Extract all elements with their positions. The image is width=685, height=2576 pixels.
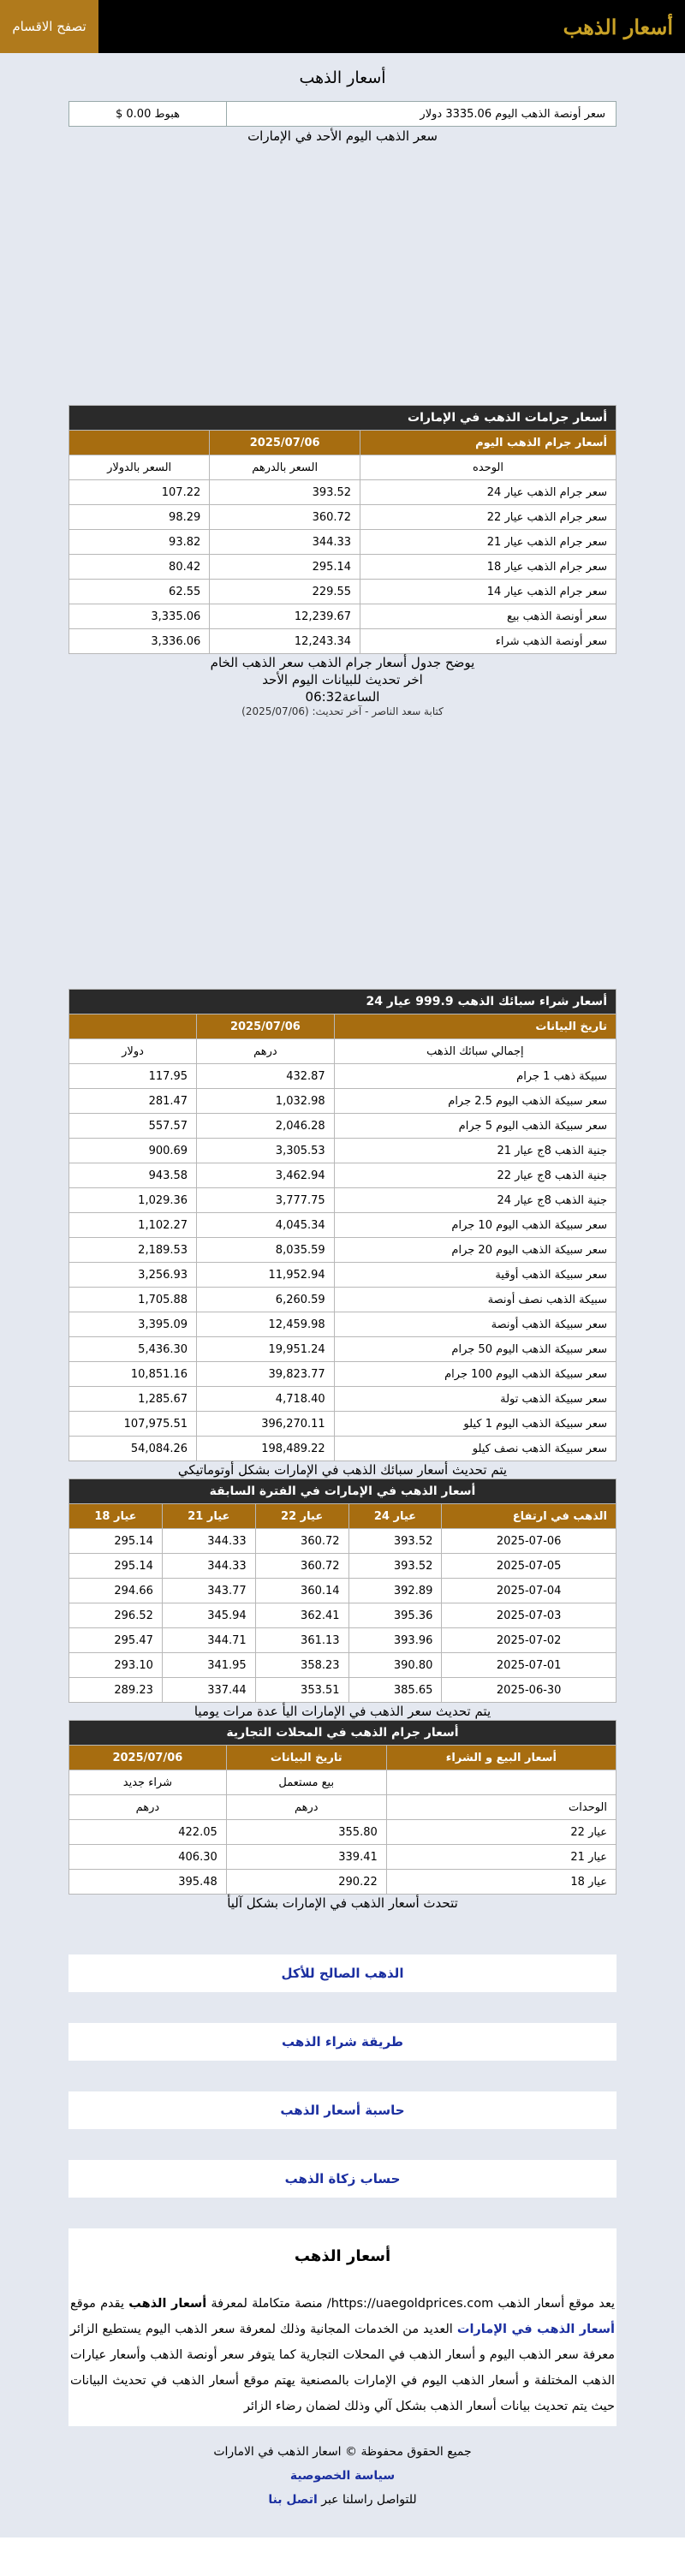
table-date: 2025/07/06 [197, 1014, 335, 1039]
table-row: سعر سبيكة الذهب اليوم 2.5 جرام 1,032.98 281.47 [69, 1089, 616, 1114]
table-caption: أسعار الذهب في الإمارات في الفترة السابقة [69, 1479, 616, 1504]
table-row: سعر سبيكة الذهب أونصة 12,459.98 3,395.09 [69, 1312, 616, 1337]
today-subtitle: سعر الذهب اليوم الأحد في الإمارات [247, 128, 438, 144]
col-usd: دولار [69, 1039, 197, 1064]
table-header-label: أسعار جرام الذهب اليوم [360, 431, 616, 455]
privacy-policy-link[interactable]: سياسة الخصوصية [289, 2469, 396, 2483]
table-row: 2025-07-02 393.96 361.13 344.71 295.47 [69, 1628, 616, 1653]
table-row: سعر سبيكة الذهب تولة 4,718.40 1,285.67 [69, 1387, 616, 1412]
footer-contact: للتواصل راسلنا عبر اتصل بنا [268, 2493, 417, 2507]
table-row: سعر جرام الذهب عيار 21 344.33 93.82 [69, 530, 616, 555]
table-row: 2025-07-03 395.36 362.41 345.94 296.52 [69, 1603, 616, 1628]
ad-space [0, 717, 685, 989]
browse-sections-button[interactable]: تصفح الاقسام [0, 0, 98, 53]
units-header: الوحدات [386, 1795, 616, 1820]
table-row: سبيكة ذهب 1 جرام 432.87 117.95 [69, 1064, 616, 1089]
link-uae-gold-prices[interactable]: أسعار الذهب في الإمارات [456, 2323, 615, 2336]
table-row: سعر جرام الذهب عيار 22 360.72 98.29 [69, 505, 616, 530]
ounce-price-box [68, 101, 616, 127]
link-how-to-buy-gold[interactable]: طريقة شراء الذهب [68, 2023, 616, 2061]
gold-shops-table [68, 1720, 616, 1895]
col-k24: عيار 24 [348, 1504, 442, 1529]
table-row: سعر أونصة الذهب بيع 12,239.67 3,335.06 [69, 604, 616, 629]
link-gold-zakat[interactable]: حساب زكاة الذهب [68, 2160, 616, 2198]
site-header [0, 0, 685, 53]
table-row: 2025-07-06 393.52 360.72 344.33 295.14 [69, 1529, 616, 1554]
link-gold-calculator[interactable]: حاسبة أسعار الذهب [68, 2091, 616, 2129]
col-k22: عيار 22 [255, 1504, 348, 1529]
table-row: سعر جرام الذهب عيار 24 393.52 107.22 [69, 480, 616, 505]
table-date: 2025/07/06 [69, 1746, 227, 1770]
contact-us-link[interactable]: اتصل بنا [268, 2493, 318, 2507]
col-title: أسعار البيع و الشراء [386, 1746, 616, 1770]
table-row: 2025-06-30 385.65 353.51 337.44 289.23 [69, 1678, 616, 1703]
about-section [68, 2228, 616, 2426]
col-aed: السعر بالدرهم [210, 455, 360, 480]
col-date: الذهب في ارتفاع [442, 1504, 616, 1529]
table-row: سعر سبيكة الذهب أوقية 11,952.94 3,256.93 [69, 1263, 616, 1288]
about-text: يعد موقع أسعار الذهب https://uaegoldprices.com/ منصة متكاملة لمعرفة أسعار الذهب يقدم موقع أسعار الذهب في الإمارات العديد من الخدمات المجانية وذلك لمعرفة سعر الذهب اليوم يستطيع الزائر معرفة سعر الذهب اليوم و أسعار الذهب في المحلات التجارية كما يتوفر سعر أونصة الذهب وأسعار عيارات الذهب المختلفة و أسعار الذهب اليوم في الإمارات بالمصنعية يهتم موقع أسعار الذهب في تحديث البيانات حيث يتم تحديث بيانات أسعار الذهب بشكل آلي وذلك لضمان رضاء الزائر [70, 2297, 615, 2413]
history-note: يتم تحديث سعر الذهب في الإمارات اليأ عدة مرات يوميا [194, 1704, 491, 1719]
link-edible-gold[interactable]: الذهب الصالح للأكل [68, 1954, 616, 1992]
table-caption: أسعار شراء سبائك الذهب 999.9 عيار 24 [69, 990, 616, 1014]
table-caption: أسعار جرامات الذهب في الإمارات [69, 406, 616, 431]
col-unit: الوحده [360, 455, 616, 480]
table-date: 2025/07/06 [210, 431, 360, 455]
table-row: سعر جرام الذهب عيار 14 229.55 62.55 [69, 580, 616, 604]
gold-history-table [68, 1478, 616, 1703]
shops-note: تتحدث أسعار الذهب في الإمارات بشكل آليأ [227, 1895, 458, 1911]
grams-note-update: اخر تحديث للبيانات اليوم الأحد [262, 672, 423, 687]
grams-note-time: الساعة06:32 [305, 689, 380, 705]
buy-currency: درهم [69, 1795, 227, 1820]
table-row: جنية الذهب 8ج عيار 21 3,305.53 900.69 [69, 1139, 616, 1163]
gold-bars-table [68, 989, 616, 1461]
table-row: 2025-07-01 390.80 358.23 341.95 293.10 [69, 1653, 616, 1678]
site-footer [0, 2426, 685, 2529]
ounce-change-text: هبوط 0.00 $ [116, 107, 181, 121]
footer-rights: جميع الحقوق محفوظة © اسعار الذهب في الامارات [213, 2445, 472, 2459]
grams-note-author: كتابة سعد الناصر - آخر تحديث: (2025/07/06) [241, 705, 444, 717]
col-aed: درهم [197, 1039, 335, 1064]
new-buy-header: شراء جديد [69, 1770, 227, 1795]
col-k21: عيار 21 [162, 1504, 255, 1529]
sell-currency: درهم [226, 1795, 386, 1820]
table-row: عيار 22 355.80 422.05 [69, 1820, 616, 1845]
table-row: سعر سبيكة الذهب اليوم 20 جرام 8,035.59 2,189.53 [69, 1238, 616, 1263]
gold-grams-table [68, 405, 616, 654]
table-row: سعر سبيكة الذهب اليوم 1 كيلو 396,270.11 107,975.51 [69, 1412, 616, 1437]
table-header-label: تاريخ البيانات [334, 1014, 616, 1039]
grams-note-raw: يوضح جدول أسعار جرام الذهب سعر الذهب الخام [210, 655, 475, 670]
table-row: سبيكة الذهب نصف أونصة 6,260.59 1,705.88 [69, 1288, 616, 1312]
col-usd: السعر بالدولار [69, 455, 210, 480]
table-caption: أسعار جرام الذهب في المحلات التجارية [69, 1721, 616, 1746]
table-row: عيار 21 339.41 406.30 [69, 1845, 616, 1870]
ad-space [0, 144, 685, 405]
col-item: إجمالي سبائك الذهب [334, 1039, 616, 1064]
table-row: سعر جرام الذهب عيار 18 295.14 80.42 [69, 555, 616, 580]
ounce-price-text: سعر أونصة الذهب اليوم 3335.06 دولار [226, 102, 616, 126]
table-row: سعر أونصة الذهب شراء 12,243.34 3,336.06 [69, 629, 616, 654]
table-row: 2025-07-05 393.52 360.72 344.33 295.14 [69, 1554, 616, 1579]
table-row: سعر سبيكة الذهب نصف كيلو 198,489.22 54,084.26 [69, 1437, 616, 1461]
col-k18: عيار 18 [69, 1504, 163, 1529]
site-logo[interactable]: أسعار الذهب [563, 14, 673, 39]
table-row: سعر سبيكة الذهب اليوم 100 جرام 39,823.77 10,851.16 [69, 1362, 616, 1387]
table-row: سعر سبيكة الذهب اليوم 10 جرام 4,045.34 1,102.27 [69, 1213, 616, 1238]
main-content [0, 53, 685, 2537]
table-row: سعر سبيكة الذهب اليوم 5 جرام 2,046.28 557.57 [69, 1114, 616, 1139]
table-row: جنية الذهب 8ج عيار 22 3,462.94 943.58 [69, 1163, 616, 1188]
col-date-label: تاريخ البيانات [226, 1746, 386, 1770]
table-row: 2025-07-04 392.89 360.14 343.77 294.66 [69, 1579, 616, 1603]
page-title: أسعار الذهب [299, 68, 386, 87]
table-row: جنية الذهب 8ج عيار 24 3,777.75 1,029.36 [69, 1188, 616, 1213]
bars-note: يتم تحديث أسعار سبائك الذهب في الإمارات بشكل أوتوماتيكي [177, 1462, 508, 1478]
table-row: سعر سبيكة الذهب اليوم 50 جرام 19,951.24 5,436.30 [69, 1337, 616, 1362]
table-row: عيار 18 290.22 395.48 [69, 1870, 616, 1895]
used-sell-header: بيع مستعمل [226, 1770, 386, 1795]
about-title: أسعار الذهب [294, 2247, 391, 2265]
